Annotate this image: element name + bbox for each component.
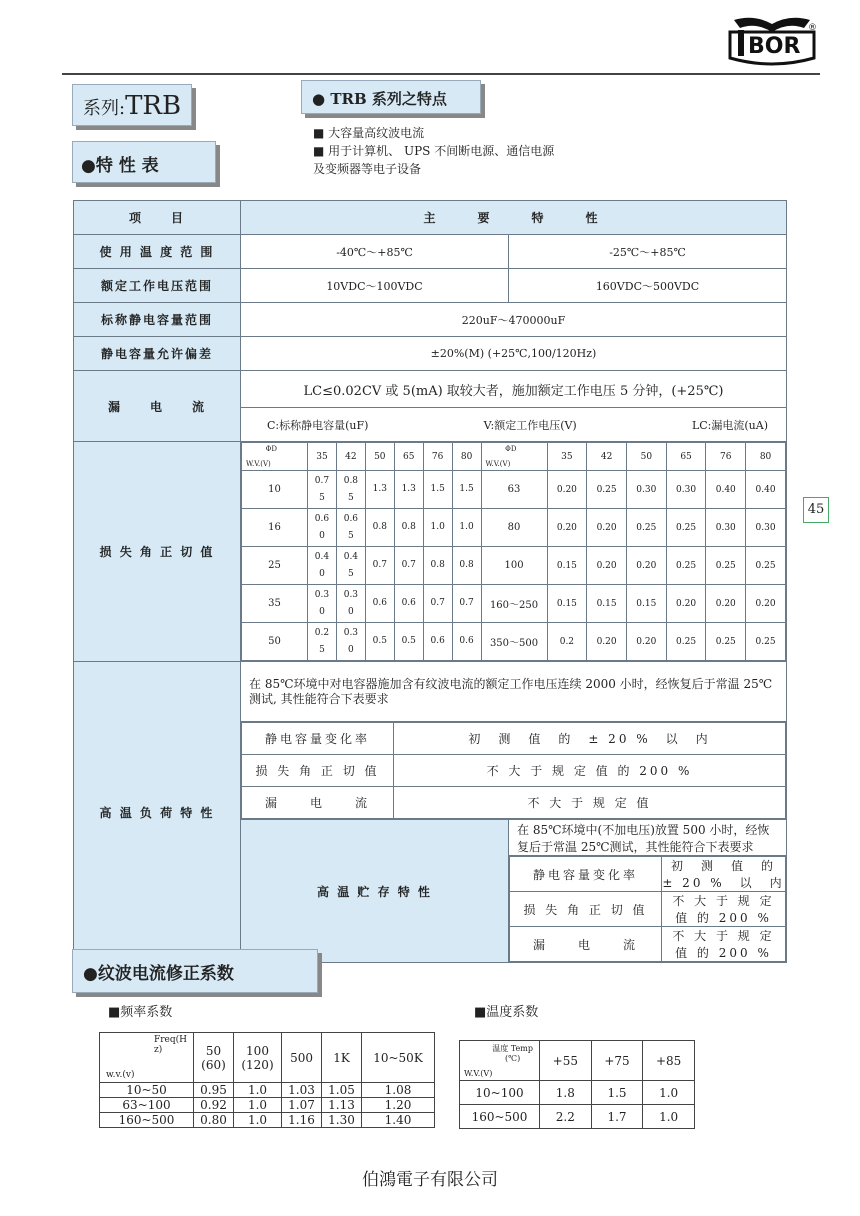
freq-value: 1.16 xyxy=(282,1113,322,1128)
freq-row xyxy=(100,1113,435,1128)
tan-value: 0.15 xyxy=(626,585,666,623)
tan-value: 0.20 xyxy=(666,585,706,623)
phi-d-label: ΦD xyxy=(505,445,517,453)
tan-value: 0.6 xyxy=(394,585,423,623)
tan-value: 0.6 xyxy=(423,623,452,661)
wv-cell: 80 xyxy=(481,509,547,547)
tan-value: 0.8 xyxy=(452,547,481,585)
temp-row xyxy=(460,1105,695,1129)
tan-value: 0.30 xyxy=(626,471,666,509)
freq-header-row xyxy=(100,1033,435,1083)
characteristics-title: 特 性 表 xyxy=(95,156,159,176)
temp-value: 2.2 xyxy=(540,1105,592,1129)
temp-corner-cell xyxy=(460,1041,540,1081)
tan-corner-cell xyxy=(481,443,547,471)
sub-value: 初 测 值 的 ± 20 % 以 内 xyxy=(662,857,786,892)
temp-value: 10~100 xyxy=(460,1081,540,1105)
wv-cell: 10 xyxy=(242,471,308,509)
tan-row xyxy=(242,471,786,509)
temp-value: 1.7 xyxy=(591,1105,643,1129)
diameter-header: 42 xyxy=(336,443,365,471)
tan-value: 0.25 xyxy=(746,623,786,661)
tan-value: 0.5 xyxy=(394,623,423,661)
frequency-coefficient-table xyxy=(99,1032,435,1128)
tan-value: 0.30 xyxy=(746,509,786,547)
sub-row xyxy=(242,787,786,819)
freq-corner-cell xyxy=(100,1033,194,1083)
freq-value: 1.08 xyxy=(362,1083,435,1098)
company-name: 伯鴻電子有限公司 xyxy=(362,1170,498,1190)
wv-cell: 63 xyxy=(481,471,547,509)
tan-value: 1.3 xyxy=(365,471,394,509)
series-box xyxy=(72,84,192,126)
diameter-header: 76 xyxy=(706,443,746,471)
diameter-header: 50 xyxy=(365,443,394,471)
table-row: 损 失 角 正 切 值 ΦD W.V.(V) 35 42 50 65 76 80 ΦD W.V.(V) 35 42 50 65 76 80 10 0.7 5 0.8 5 1.3 1.3 1.5 1.5 63 0.20 0.25 0.30 0.30 0.40 0.40 16 0.6 0 0.6 5 0.8 0.8 1.0 1.0 80 0.20 0.20 0.25 0.25 0.30 0.30 25 0.4 0 0.4 5 0.7 0.7 0.8 0.8 100 0.15 0.20 0.20 0.25 0.25 0.25 35 0.3 0 0.3 0 0.6 0.6 0.7 0.7 160～250 0.15 0.15 0.15 0.20 0.20 0.20 50 0.2 5 0.3 0 0.5 0.5 0.6 0.6 350～500 0.2 0.20 0.20 0.25 0.25 0.25 xyxy=(74,442,787,662)
tan-value: 0.20 xyxy=(587,509,627,547)
tan-value: 0.2 xyxy=(547,623,587,661)
freq-value: 1.0 xyxy=(234,1113,282,1128)
tan-value: 0.25 xyxy=(666,623,706,661)
feature-list xyxy=(313,124,633,178)
series-name: TRB xyxy=(125,91,182,121)
header-item: 项 目 xyxy=(74,201,241,235)
tan-value: 0.15 xyxy=(587,585,627,623)
tan-header-row xyxy=(242,443,786,471)
tan-value: 0.40 xyxy=(706,471,746,509)
phi-d-label: ΦD xyxy=(265,445,277,453)
tan-value: 0.6 xyxy=(452,623,481,661)
tan-value: 0.20 xyxy=(587,547,627,585)
tan-value: 1.0 xyxy=(452,509,481,547)
tan-value: 0.3 0 xyxy=(336,623,365,661)
tan-value: 0.15 xyxy=(547,547,587,585)
freq-coef-title: ■频率系数 xyxy=(108,1005,173,1020)
freq-value: 1.03 xyxy=(282,1083,322,1098)
leakage-formula: LC≤0.02CV 或 5(mA) 取较大者，施加额定工作电压 5 分钟，(+25℃) xyxy=(241,371,787,408)
tan-value: 1.5 xyxy=(423,471,452,509)
tan-value: 0.3 0 xyxy=(336,585,365,623)
wv-cell: 160～250 xyxy=(481,585,547,623)
tan-value: 0.8 xyxy=(394,509,423,547)
diameter-header: 76 xyxy=(423,443,452,471)
freq-value: 63~100 xyxy=(100,1098,194,1113)
tan-value: 0.4 0 xyxy=(308,547,337,585)
tan-value: 0.6 0 xyxy=(308,509,337,547)
registered-mark: ® xyxy=(808,23,817,33)
characteristics-table xyxy=(73,200,792,963)
freq-value: 1.0 xyxy=(234,1083,282,1098)
freq-header: 100 (120) xyxy=(234,1033,282,1083)
wv-cell: 35 xyxy=(242,585,308,623)
diameter-header: 65 xyxy=(666,443,706,471)
freq-value: 160~500 xyxy=(100,1113,194,1128)
ripple-title-box: ●纹波电流修正系数 xyxy=(72,949,318,993)
freq-value: 1.20 xyxy=(362,1098,435,1113)
sub-value: 初 测 值 的 ± 20 % 以 内 xyxy=(394,723,786,755)
freq-header: 1K xyxy=(322,1033,362,1083)
freq-value: 1.13 xyxy=(322,1098,362,1113)
ripple-title: 纹波电流修正系数 xyxy=(97,964,234,984)
freq-value: 0.92 xyxy=(194,1098,234,1113)
temp-value: 1.0 xyxy=(643,1081,695,1105)
tan-value: 0.7 xyxy=(423,585,452,623)
tan-value: 0.20 xyxy=(626,623,666,661)
tan-value: 0.8 5 xyxy=(336,471,365,509)
diameter-header: 35 xyxy=(308,443,337,471)
tan-value: 0.15 xyxy=(547,585,587,623)
table-row: 高 温 贮 存 特 性 在 85℃环境中(不加电压)放置 500 小时，经恢复后于常温 25℃测试，其性能符合下表要求 xyxy=(74,820,787,856)
diameter-header: 80 xyxy=(452,443,481,471)
wv-cell: 350～500 xyxy=(481,623,547,661)
sub-row xyxy=(242,723,786,755)
tan-value: 0.7 xyxy=(452,585,481,623)
wv-axis-label: w.v.(v) xyxy=(106,1070,135,1080)
table-header-row xyxy=(74,201,787,235)
freq-value: 0.95 xyxy=(194,1083,234,1098)
freq-value: 1.0 xyxy=(234,1098,282,1113)
freq-value: 1.30 xyxy=(322,1113,362,1128)
tan-row xyxy=(242,623,786,661)
tan-value: 0.25 xyxy=(587,471,627,509)
tan-value: 0.20 xyxy=(626,547,666,585)
sub-value: 不 大 于 规 定 值 的 200 % xyxy=(394,755,786,787)
temp-header: +85 xyxy=(643,1041,695,1081)
sub-value: 不 大 于 规 定 值 xyxy=(394,787,786,819)
series-prefix: 系列: xyxy=(83,98,126,119)
header-rule xyxy=(62,73,820,75)
dissipation-factor-table xyxy=(241,442,786,661)
freq-value: 1.05 xyxy=(322,1083,362,1098)
tan-value: 0.5 xyxy=(365,623,394,661)
sub-row xyxy=(510,927,786,962)
freq-value: 1.40 xyxy=(362,1113,435,1128)
tan-value: 0.25 xyxy=(706,623,746,661)
sub-label: 漏 电 流 xyxy=(510,927,662,962)
table-row: 额定工作电压范围 10VDC～100VDC 160VDC～500VDC xyxy=(74,269,787,303)
temp-axis-label: 温度 Temp (℃) xyxy=(492,1044,533,1063)
header-main: 主 要 特 性 xyxy=(241,201,787,235)
freq-row xyxy=(100,1083,435,1098)
table-row: C:标称静电容量(uF) V:额定工作电压(V) LC:漏电流(uA) xyxy=(74,408,787,442)
table-row: 标称静电容量范围 220uF～470000uF xyxy=(74,303,787,337)
freq-header: 10~50K xyxy=(362,1033,435,1083)
feature-item: ■ 大容量高纹波电流 xyxy=(313,126,425,140)
freq-value: 1.07 xyxy=(282,1098,322,1113)
tan-value: 0.20 xyxy=(547,471,587,509)
wv-axis-label: W.V.(V) xyxy=(464,1069,493,1078)
features-title: TRB 系列之特点 xyxy=(330,90,447,108)
tan-value: 0.20 xyxy=(746,585,786,623)
tan-value: 1.5 xyxy=(452,471,481,509)
tan-value: 0.20 xyxy=(587,623,627,661)
diameter-header: 50 xyxy=(626,443,666,471)
temp-row xyxy=(460,1081,695,1105)
tan-value: 1.3 xyxy=(394,471,423,509)
tan-value: 0.25 xyxy=(626,509,666,547)
freq-header: 500 xyxy=(282,1033,322,1083)
wv-cell: 16 xyxy=(242,509,308,547)
tan-value: 1.0 xyxy=(423,509,452,547)
freq-value: 10~50 xyxy=(100,1083,194,1098)
sub-label: 损 失 角 正 切 值 xyxy=(510,892,662,927)
diameter-header: 65 xyxy=(394,443,423,471)
characteristics-title-box: ●特 性 表 xyxy=(72,141,216,183)
temp-value: 1.0 xyxy=(643,1105,695,1129)
sub-label: 静电容量变化率 xyxy=(510,857,662,892)
wv-label: W.V.(V) xyxy=(246,460,271,468)
tan-value: 0.3 0 xyxy=(308,585,337,623)
tan-value: 0.2 5 xyxy=(308,623,337,661)
tan-value: 0.40 xyxy=(746,471,786,509)
sub-row xyxy=(510,892,786,927)
freq-value: 0.80 xyxy=(194,1113,234,1128)
sub-value: 不 大 于 规 定 值 的 200 % xyxy=(662,927,786,962)
tan-value: 0.7 xyxy=(394,547,423,585)
wv-cell: 25 xyxy=(242,547,308,585)
temp-header: +75 xyxy=(591,1041,643,1081)
wv-cell: 50 xyxy=(242,623,308,661)
tan-value: 0.20 xyxy=(706,585,746,623)
feature-item: 及变频器等电子设备 xyxy=(313,162,422,176)
feature-item: ■ 用于计算机、 UPS 不间断电源、通信电源 xyxy=(313,144,555,158)
sub-row xyxy=(242,755,786,787)
tan-value: 0.20 xyxy=(547,509,587,547)
tan-value: 0.6 xyxy=(365,585,394,623)
table-row: 高 温 负 荷 特 性 在 85℃环境中对电容器施加含有纹波电流的额定工作电压连续 2000 小时，经恢复后于常温 25℃测试, 其性能符合下表要求 xyxy=(74,662,787,722)
sub-label: 损 失 角 正 切 值 xyxy=(242,755,394,787)
features-title-box: ● TRB 系列之特点 xyxy=(301,80,481,114)
freq-axis-label: Freq(H z) xyxy=(154,1035,187,1055)
tan-value: 0.25 xyxy=(746,547,786,585)
logo-text: BOR xyxy=(748,34,801,59)
page-number: 45 xyxy=(803,497,829,523)
tan-row xyxy=(242,547,786,585)
temperature-coefficient-table xyxy=(459,1040,695,1129)
table-row: 漏 电 流 LC≤0.02CV 或 5(mA) 取较大者，施加额定工作电压 5 分钟，(+25℃) xyxy=(74,371,787,408)
tan-value: 0.6 5 xyxy=(336,509,365,547)
temp-coef-title: ■温度系数 xyxy=(474,1005,539,1020)
temp-value: 1.5 xyxy=(591,1081,643,1105)
tan-value: 0.25 xyxy=(666,509,706,547)
shelf-life-table xyxy=(509,856,792,962)
tan-row xyxy=(242,509,786,547)
tan-value: 0.7 5 xyxy=(308,471,337,509)
tan-value: 0.25 xyxy=(666,547,706,585)
tan-value: 0.7 xyxy=(365,547,394,585)
diameter-header: 42 xyxy=(587,443,627,471)
load-life-table xyxy=(241,722,786,819)
wv-label: W.V.(V) xyxy=(485,460,511,468)
diameter-header: 35 xyxy=(547,443,587,471)
storage-description: 在 85℃环境中(不加电压)放置 500 小时，经恢复后于常温 25℃测试，其性能符合下表要求 xyxy=(509,820,787,856)
table-row: 静电容量允许偏差 ±20%(M) (+25℃,100/120Hz) xyxy=(74,337,787,371)
tan-row xyxy=(242,585,786,623)
freq-row xyxy=(100,1098,435,1113)
temp-value: 160~500 xyxy=(460,1105,540,1129)
tan-corner-cell xyxy=(242,443,308,471)
sub-value: 不 大 于 规 定 值 的 200 % xyxy=(662,892,786,927)
temp-value: 1.8 xyxy=(540,1081,592,1105)
tan-value: 0.8 xyxy=(365,509,394,547)
table-row: 使 用 温 度 范 围 -40℃～+85℃ -25℃～+85℃ xyxy=(74,235,787,269)
tan-value: 0.30 xyxy=(706,509,746,547)
temp-header-row xyxy=(460,1041,695,1081)
tan-value: 0.8 xyxy=(423,547,452,585)
sub-row xyxy=(510,857,786,892)
ibor-logo xyxy=(724,14,820,68)
tan-value: 0.25 xyxy=(706,547,746,585)
sub-label: 漏 电 流 xyxy=(242,787,394,819)
tan-value: 0.30 xyxy=(666,471,706,509)
temp-header: +55 xyxy=(540,1041,592,1081)
load-description: 在 85℃环境中对电容器施加含有纹波电流的额定工作电压连续 2000 小时，经恢复后于常温 25℃测试, 其性能符合下表要求 xyxy=(241,662,787,722)
tan-value: 0.4 5 xyxy=(336,547,365,585)
wv-cell: 100 xyxy=(481,547,547,585)
sub-label: 静电容量变化率 xyxy=(242,723,394,755)
freq-header: 50 (60) xyxy=(194,1033,234,1083)
diameter-header: 80 xyxy=(746,443,786,471)
